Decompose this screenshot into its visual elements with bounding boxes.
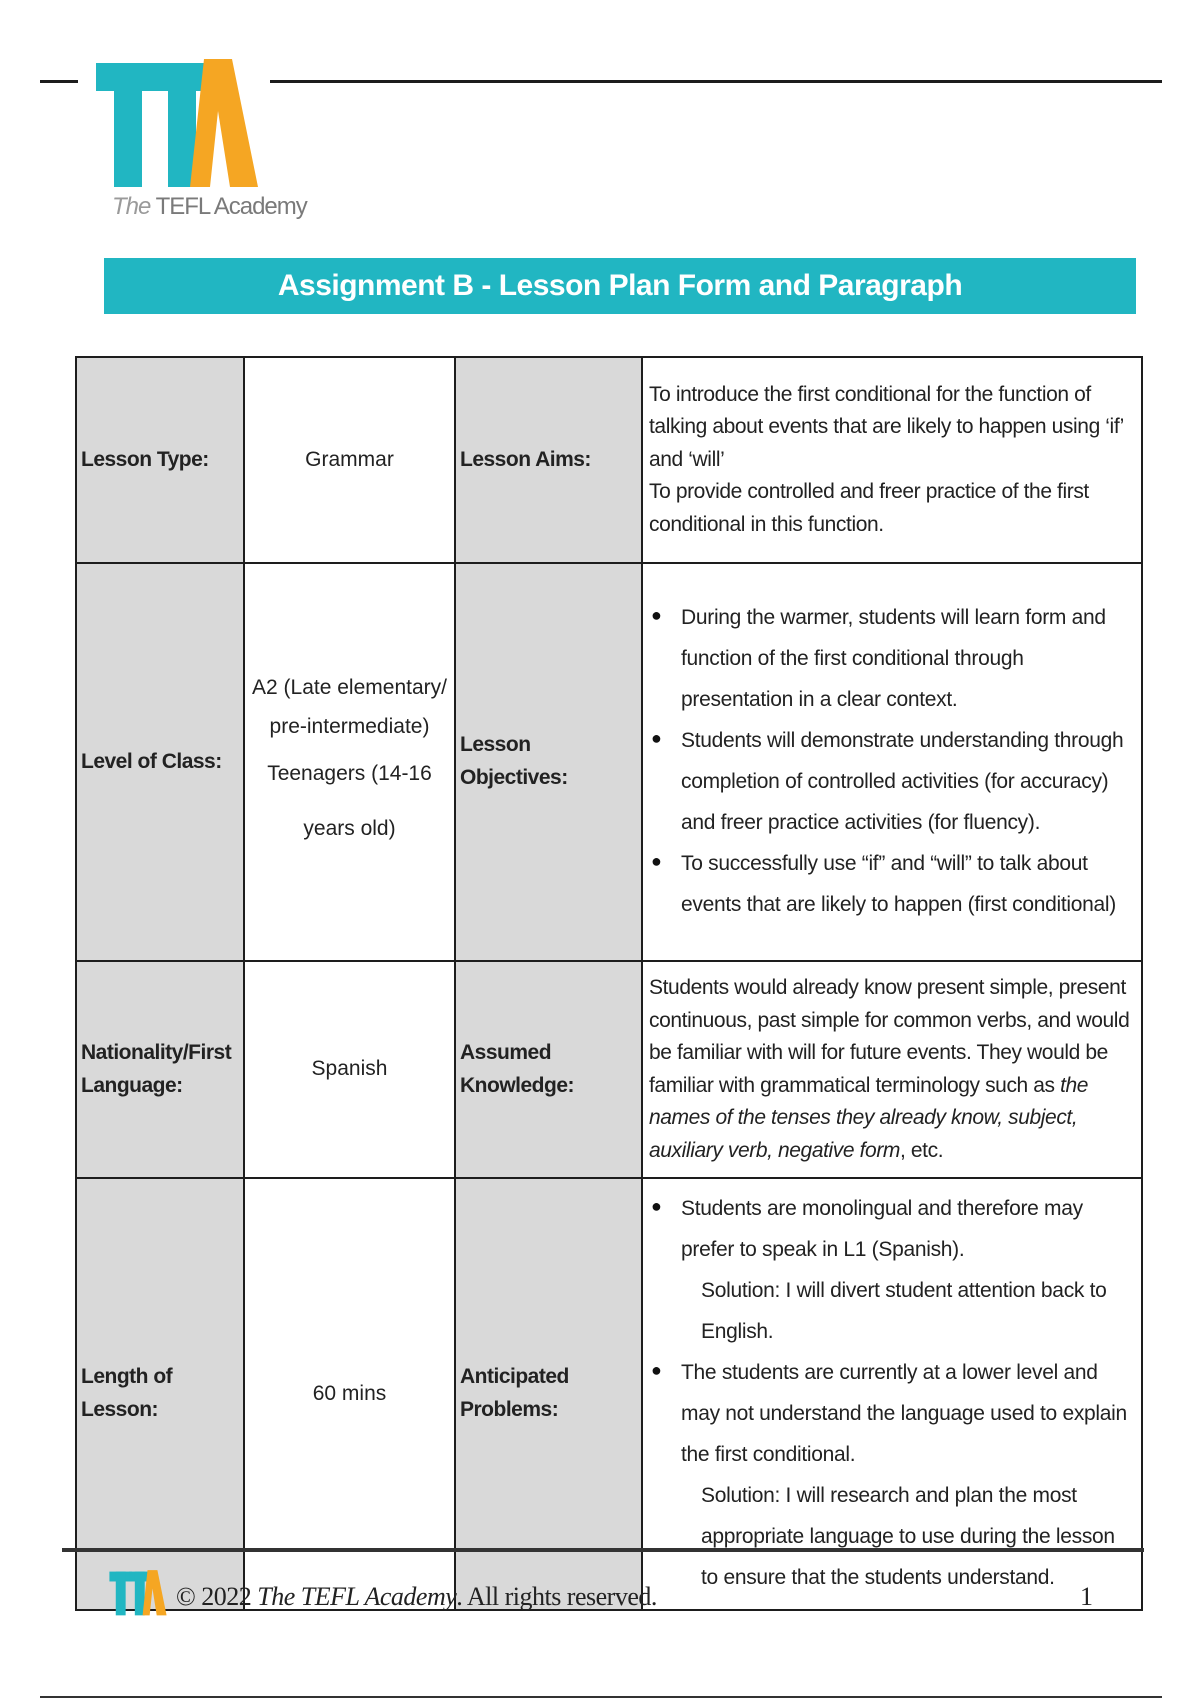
assumed-knowledge-label: Assumed Knowledge: [455,961,642,1178]
level-label: Level of Class: [76,563,244,961]
lesson-aims-text: To introduce the first conditional for the function of talking about events that are likely to happen using ‘if’ and ‘will’ To provide controlled and freer practice of the first conditional in this function. [642,357,1142,563]
footer-logo [108,1568,168,1626]
solution-text: Solution: I will research and plan the most appropriate language to use during the lesson to ensure that the students understand. [701,1483,1115,1589]
anticipated-problems-label: Anticipated Problems: [455,1178,642,1609]
tta-logo-small [108,1568,168,1626]
tta-logo [92,55,307,230]
nationality-value: Spanish [244,961,455,1178]
length-value: 60 mins [244,1178,455,1609]
lesson-plan-table [75,356,1143,1611]
objectives-list [642,563,1142,961]
header-rule-right [270,80,1162,83]
table-row [76,1178,1142,1609]
copyright-text: © 2022 The TEFL Academy. All rights reserved. [176,1582,657,1611]
table-row [76,961,1142,1178]
page-title: Assignment B - Lesson Plan Form and Paragraph [277,269,963,302]
list-item: ● The students are currently at a lower level and may not understand the language used to explain the first conditional. Solution: I will research and plan the most appropriate language to use during the lesson to ensure that the students understand. [649,1353,1135,1599]
page-title-banner [104,258,1136,314]
list-item: ● To successfully use “if” and “will” to talk about events that are likely to happen (first conditional) [649,844,1135,926]
objectives-label: Lesson Objectives: [455,563,642,961]
table-row [76,357,1142,563]
length-label: Length of Lesson: [76,1178,244,1609]
level-value: A2 (Late elementary/ pre-intermediate) Teenagers (14-16 years old) [244,563,455,961]
solution-text: Solution: I will divert student attention back to English. [701,1279,1107,1344]
table-row [76,563,1142,961]
tta-logo-brand: The TEFL Academy [112,193,307,220]
tta-logo-mark [92,55,262,195]
list-item: ● Students will demonstrate understanding through completion of controlled activities (for accuracy) and freer practice activities (for fluency). [649,721,1135,844]
lesson-type-label: Lesson Type: [76,357,244,563]
page-end-rule [40,1696,1162,1698]
lesson-type-value: Grammar [244,357,455,563]
page-number: 1 [1080,1582,1093,1611]
assumed-knowledge-text: Students would already know present simple, present continuous, past simple for common verbs, and would be familiar with will for future events. They would be familiar with grammatical terminology such as the names of the tenses they already know, subject, auxiliary verb, negative form, etc. [642,961,1142,1178]
header-rule-left [40,80,78,83]
nationality-label: Nationality/First Language: [76,961,244,1178]
list-item: ● During the warmer, students will learn form and function of the first conditional through presentation in a clear context. [649,598,1135,721]
footer-rule [62,1548,1144,1552]
anticipated-problems-list [642,1178,1142,1609]
lesson-aims-label: Lesson Aims: [455,357,642,563]
list-item: ● Students are monolingual and therefore may prefer to speak in L1 (Spanish). Solution: I will divert student attention back to English. [649,1189,1135,1353]
